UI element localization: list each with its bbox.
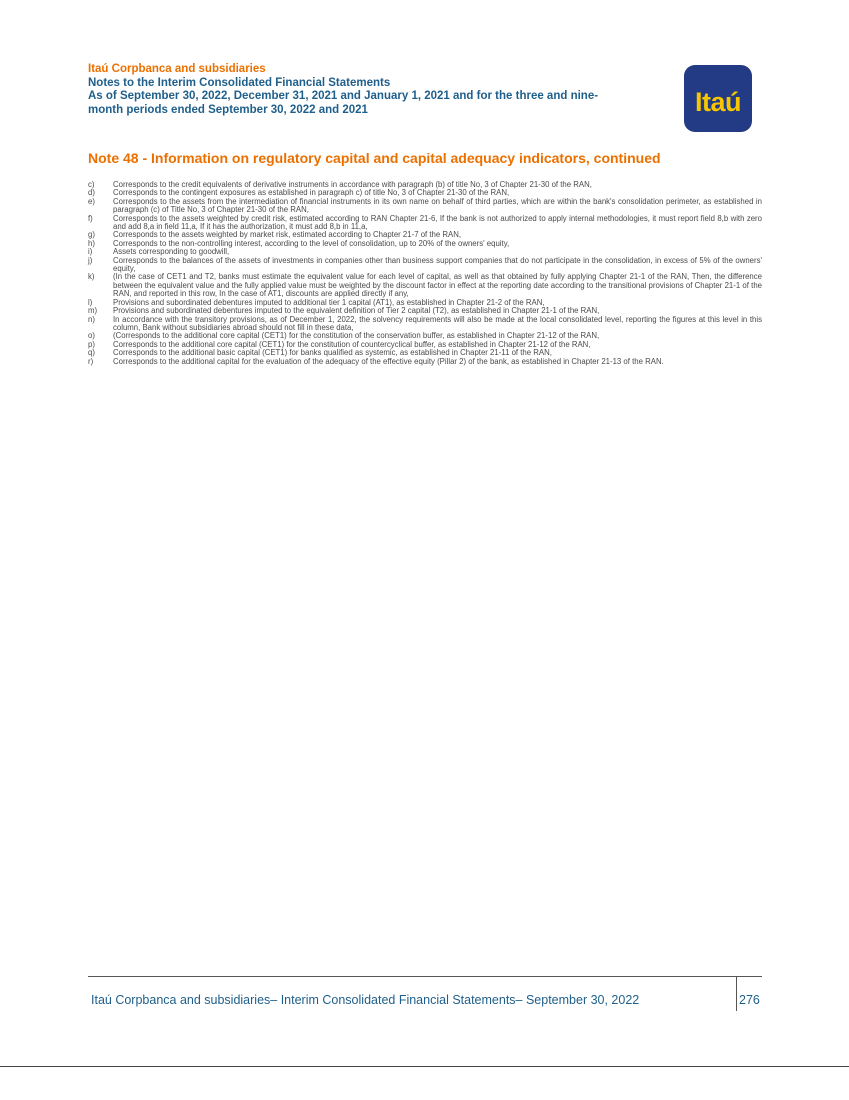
- note-letter: d): [88, 188, 95, 198]
- note-letter: m): [88, 306, 98, 316]
- note-item: [88, 316, 762, 333]
- note-letter: c): [88, 180, 95, 189]
- note-text: Provisions and subordinated debentures imputed to the equivalent definition of Tier 2 capital (T2), as established in Chapter 21-1 of the RAN,: [113, 306, 600, 316]
- note-text: Corresponds to the additional core capital (CET1) for the constitution of countercyclical buffer, as established in Chapter 21-12 of the RAN,: [113, 339, 591, 349]
- document-header: [88, 63, 668, 117]
- itau-logo: [684, 65, 752, 132]
- page-bottom-rule: [0, 1066, 849, 1067]
- note-text: Corresponds to the assets weighted by market risk, estimated according to Chapter 21-7 of the RAN,: [113, 230, 461, 240]
- footer-page-divider: [736, 977, 737, 1011]
- note-letter: e): [88, 196, 95, 206]
- note-letter: p): [88, 339, 95, 349]
- note-letter: h): [88, 238, 95, 248]
- note-letter: i): [88, 247, 93, 257]
- note-text: Corresponds to the assets from the intermediation of financial instruments in its own name on behalf of third parties, which are within the bank's consolidation perimeter, as established in paragraph (c) of Title No, 3 of Chapter 21-30 of the RAN,: [113, 196, 762, 215]
- header-subtitle-line1: Notes to the Interim Consolidated Financial Statements: [88, 76, 391, 89]
- note-letter: r): [88, 356, 94, 366]
- note-letter: g): [88, 230, 95, 240]
- header-subtitle-line2: As of September 30, 2022, December 31, 2021 and January 1, 2021 and for the three and nine-: [88, 90, 599, 102]
- note-text: (In the case of CET1 and T2, banks must estimate the equivalent value for each level of capital, as well as that obtained by fully applying Chapter 21-1 of the RAN, Then, the difference between the equivalent value and the fully applied value must be weighted by the discount factor in effect at the reporting date according to the transitional provisions of Chapter 21-1 of the RAN, and reported in this row, In the case of AT1, discounts are applied directly if any,: [113, 272, 762, 299]
- note-text: Corresponds to the credit equivalents of derivative instruments in accordance with paragraph (b) of title No, 3 of Chapter 21-30 of the RAN,: [113, 180, 592, 189]
- note-item: [88, 198, 762, 215]
- note-letter: j): [88, 255, 93, 265]
- note-text: Corresponds to the additional capital for the evaluation of the adequacy of the effective equity (Pillar 2) of the bank, as established in Chapter 21-13 of the RAN.: [113, 356, 664, 366]
- note-letter: l): [88, 297, 93, 307]
- note-text: Corresponds to the additional basic capital (CET1) for banks qualified as systemic, as established in Chapter 21-11 of the RAN,: [113, 348, 552, 358]
- footer-divider: [88, 976, 762, 977]
- logo-text: Itaú: [694, 87, 741, 117]
- note-item: [88, 257, 762, 274]
- note-item: [88, 273, 762, 298]
- note-text: Corresponds to the non-controlling interest, according to the level of consolidation, up to 20% of the owners' equity,: [113, 238, 510, 248]
- note-text: (Corresponds to the additional core capital (CET1) for the constitution of the conservation buffer, as established in Chapter 21-12 of the RAN,: [113, 331, 600, 341]
- note-letter: n): [88, 314, 95, 324]
- note-text: In accordance with the transitory provisions, as of December 1, 2022, the solvency requirements will also be made at the local consolidated level, reporting the figures at this level in this column, Bank without subsidiaries abroad should not fill in these data,: [113, 314, 762, 332]
- note-item: [88, 215, 762, 232]
- note-text: Corresponds to the contingent exposures as established in paragraph c) of title No, 3 of Chapter 21-30 of the RAN,: [113, 188, 510, 198]
- footer-text: Itaú Corpbanca and subsidiaries– Interim Consolidated Financial Statements– September 30, 2022: [91, 993, 640, 1007]
- note-letter: q): [88, 348, 95, 358]
- note-text: Assets corresponding to goodwill,: [113, 247, 230, 257]
- note-item: [88, 358, 762, 366]
- note-letter: k): [88, 272, 95, 282]
- note-text: Provisions and subordinated debentures imputed to additional tier 1 capital (AT1), as established in Chapter 21-2 of the RAN,: [113, 297, 545, 307]
- company-name: Itaú Corpbanca and subsidiaries: [88, 63, 266, 75]
- page-number: 276: [739, 993, 760, 1007]
- note-letter: f): [88, 213, 93, 223]
- header-subtitle-line3: month periods ended September 30, 2022 and 2021: [88, 103, 368, 116]
- note-text: Corresponds to the balances of the assets of investments in companies other than business support companies that do not participate in the consolidation, in excess of 5% of the owners' equity,: [113, 255, 762, 274]
- note-title: Note 48 - Information on regulatory capital and capital adequacy indicators, continued: [88, 150, 661, 166]
- note-letter: o): [88, 331, 95, 341]
- note-text: Corresponds to the assets weighted by credit risk, estimated according to RAN Chapter 21-6, If the bank is not authorized to apply internal methodologies, it must report field 8,b with zero and add 8,a in field 11,a, If it has the authorization, it must add 8,b in 11,a,: [113, 213, 762, 232]
- notes-list: [88, 181, 762, 366]
